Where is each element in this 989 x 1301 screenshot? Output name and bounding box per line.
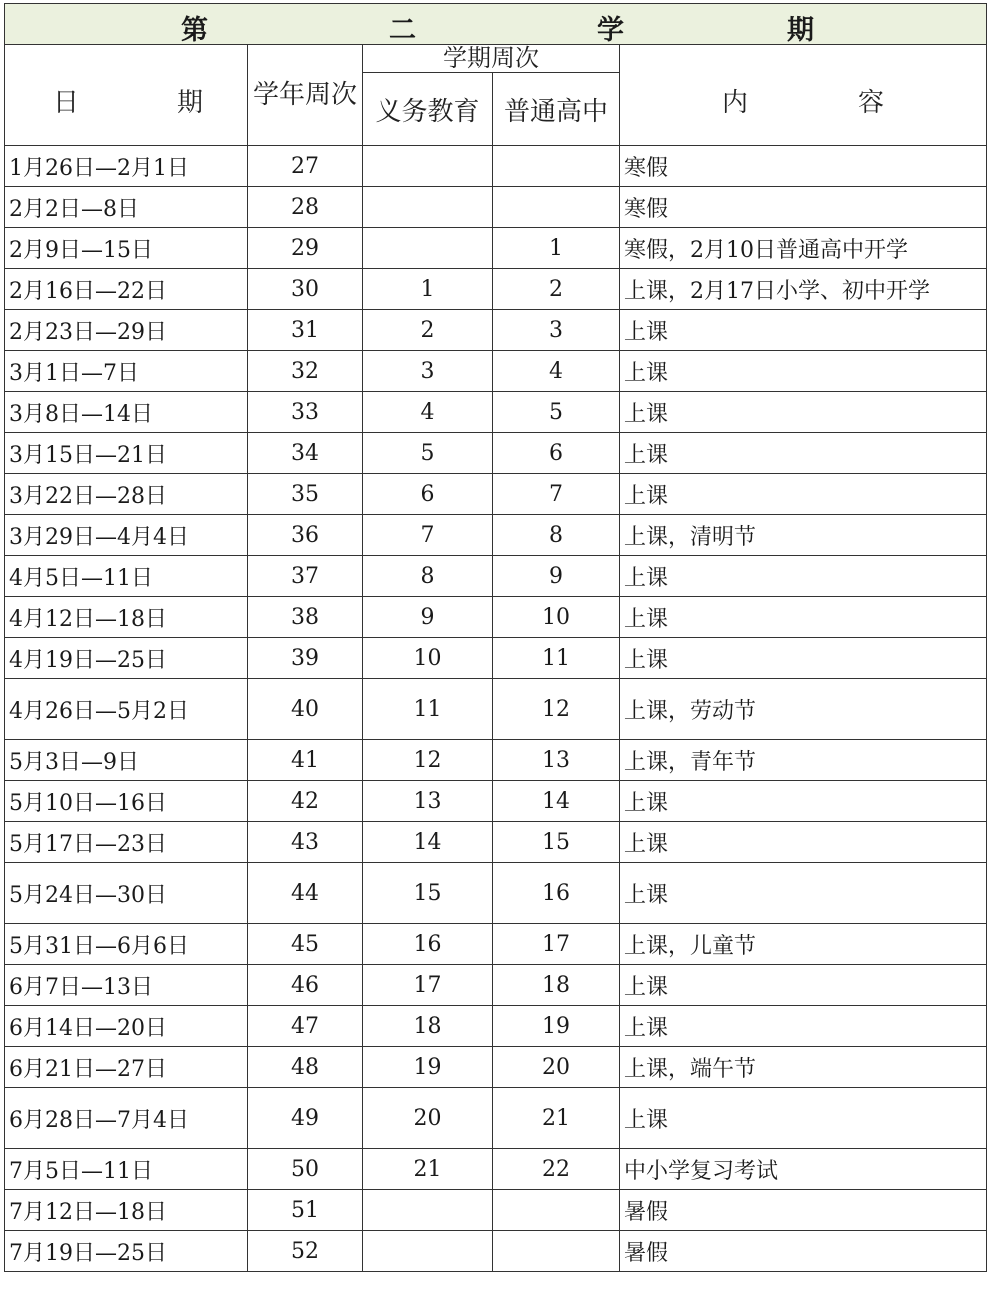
compulsory-week-cell: 11 xyxy=(363,679,493,740)
date-cell: 4月12日—18日 xyxy=(5,597,248,638)
date-cell: 5月24日—30日 xyxy=(5,863,248,924)
year-week-cell: 48 xyxy=(248,1047,363,1088)
date-cell: 5月31日—6月6日 xyxy=(5,924,248,965)
date-cell: 6月14日—20日 xyxy=(5,1006,248,1047)
table-row xyxy=(5,433,987,474)
content-cell: 上课 xyxy=(620,351,987,392)
table-row xyxy=(5,556,987,597)
year-week-cell: 45 xyxy=(248,924,363,965)
year-week-cell: 27 xyxy=(248,146,363,187)
highschool-week-cell: 15 xyxy=(493,822,620,863)
table-row xyxy=(5,515,987,556)
year-week-cell: 30 xyxy=(248,269,363,310)
content-cell: 上课 xyxy=(620,1006,987,1047)
year-week-cell: 43 xyxy=(248,822,363,863)
date-cell: 2月9日—15日 xyxy=(5,228,248,269)
compulsory-week-cell: 13 xyxy=(363,781,493,822)
compulsory-week-cell xyxy=(363,1231,493,1272)
date-cell: 3月1日—7日 xyxy=(5,351,248,392)
highschool-week-cell: 12 xyxy=(493,679,620,740)
table-row xyxy=(5,146,987,187)
table-row xyxy=(5,781,987,822)
table-row xyxy=(5,1047,987,1088)
table-row xyxy=(5,351,987,392)
date-cell: 2月16日—22日 xyxy=(5,269,248,310)
year-week-cell: 47 xyxy=(248,1006,363,1047)
date-cell: 3月8日—14日 xyxy=(5,392,248,433)
table-row xyxy=(5,863,987,924)
content-cell: 上课，清明节 xyxy=(620,515,987,556)
title-char-1: 第 xyxy=(181,15,208,45)
semester-title xyxy=(5,4,987,45)
year-week-cell: 35 xyxy=(248,474,363,515)
table-row xyxy=(5,1149,987,1190)
date-cell: 4月26日—5月2日 xyxy=(5,679,248,740)
content-cell: 上课 xyxy=(620,781,987,822)
compulsory-week-cell: 20 xyxy=(363,1088,493,1149)
title-char-3: 学 xyxy=(597,15,624,45)
year-week-cell: 34 xyxy=(248,433,363,474)
highschool-week-cell xyxy=(493,146,620,187)
content-cell: 暑假 xyxy=(620,1190,987,1231)
header-compulsory: 义务教育 xyxy=(363,73,493,146)
highschool-week-cell xyxy=(493,187,620,228)
header-date-char-1: 日 xyxy=(53,87,80,118)
header-highschool: 普通高中 xyxy=(493,73,620,146)
highschool-week-cell: 13 xyxy=(493,740,620,781)
year-week-cell: 40 xyxy=(248,679,363,740)
compulsory-week-cell: 10 xyxy=(363,638,493,679)
compulsory-week-cell: 6 xyxy=(363,474,493,515)
table-row xyxy=(5,310,987,351)
date-cell: 6月21日—27日 xyxy=(5,1047,248,1088)
highschool-week-cell: 3 xyxy=(493,310,620,351)
semester-calendar-table xyxy=(4,3,987,1272)
highschool-week-cell: 21 xyxy=(493,1088,620,1149)
compulsory-week-cell: 16 xyxy=(363,924,493,965)
compulsory-week-cell: 8 xyxy=(363,556,493,597)
date-cell: 6月7日—13日 xyxy=(5,965,248,1006)
highschool-week-cell: 16 xyxy=(493,863,620,924)
year-week-cell: 51 xyxy=(248,1190,363,1231)
compulsory-week-cell: 18 xyxy=(363,1006,493,1047)
content-cell: 上课 xyxy=(620,1088,987,1149)
table-row xyxy=(5,474,987,515)
highschool-week-cell: 11 xyxy=(493,638,620,679)
table-row xyxy=(5,679,987,740)
compulsory-week-cell xyxy=(363,146,493,187)
header-content xyxy=(620,45,987,146)
date-cell: 4月19日—25日 xyxy=(5,638,248,679)
header-content-char-2: 容 xyxy=(858,87,885,118)
highschool-week-cell: 20 xyxy=(493,1047,620,1088)
compulsory-week-cell: 14 xyxy=(363,822,493,863)
compulsory-week-cell: 7 xyxy=(363,515,493,556)
highschool-week-cell: 17 xyxy=(493,924,620,965)
content-cell: 暑假 xyxy=(620,1231,987,1272)
table-row xyxy=(5,1006,987,1047)
year-week-cell: 42 xyxy=(248,781,363,822)
table-row xyxy=(5,740,987,781)
table-row xyxy=(5,1088,987,1149)
date-cell: 1月26日—2月1日 xyxy=(5,146,248,187)
content-cell: 上课 xyxy=(620,638,987,679)
year-week-cell: 36 xyxy=(248,515,363,556)
highschool-week-cell: 2 xyxy=(493,269,620,310)
content-cell: 上课 xyxy=(620,556,987,597)
year-week-cell: 49 xyxy=(248,1088,363,1149)
content-cell: 上课 xyxy=(620,392,987,433)
content-cell: 寒假，2月10日普通高中开学 xyxy=(620,228,987,269)
highschool-week-cell: 1 xyxy=(493,228,620,269)
date-cell: 7月12日—18日 xyxy=(5,1190,248,1231)
header-term-week: 学期周次 xyxy=(363,45,620,73)
date-cell: 5月3日—9日 xyxy=(5,740,248,781)
compulsory-week-cell xyxy=(363,187,493,228)
table-row xyxy=(5,965,987,1006)
table-row xyxy=(5,822,987,863)
date-cell: 7月19日—25日 xyxy=(5,1231,248,1272)
highschool-week-cell: 4 xyxy=(493,351,620,392)
highschool-week-cell: 19 xyxy=(493,1006,620,1047)
title-char-4: 期 xyxy=(787,15,814,45)
content-cell: 中小学复习考试 xyxy=(620,1149,987,1190)
date-cell: 7月5日—11日 xyxy=(5,1149,248,1190)
content-cell: 上课 xyxy=(620,597,987,638)
date-cell: 3月22日—28日 xyxy=(5,474,248,515)
table-row xyxy=(5,187,987,228)
compulsory-week-cell: 21 xyxy=(363,1149,493,1190)
date-cell: 2月2日—8日 xyxy=(5,187,248,228)
table-row xyxy=(5,597,987,638)
highschool-week-cell: 10 xyxy=(493,597,620,638)
header-date-char-2: 期 xyxy=(177,87,204,118)
highschool-week-cell: 18 xyxy=(493,965,620,1006)
highschool-week-cell xyxy=(493,1190,620,1231)
highschool-week-cell xyxy=(493,1231,620,1272)
table-row xyxy=(5,392,987,433)
compulsory-week-cell: 5 xyxy=(363,433,493,474)
highschool-week-cell: 6 xyxy=(493,433,620,474)
date-cell: 3月15日—21日 xyxy=(5,433,248,474)
content-cell: 上课 xyxy=(620,822,987,863)
content-cell: 上课，青年节 xyxy=(620,740,987,781)
content-cell: 寒假 xyxy=(620,187,987,228)
content-cell: 上课 xyxy=(620,863,987,924)
year-week-cell: 29 xyxy=(248,228,363,269)
year-week-cell: 31 xyxy=(248,310,363,351)
compulsory-week-cell: 4 xyxy=(363,392,493,433)
date-cell: 3月29日—4月4日 xyxy=(5,515,248,556)
date-cell: 4月5日—11日 xyxy=(5,556,248,597)
compulsory-week-cell: 3 xyxy=(363,351,493,392)
compulsory-week-cell xyxy=(363,228,493,269)
year-week-cell: 33 xyxy=(248,392,363,433)
year-week-cell: 37 xyxy=(248,556,363,597)
table-row xyxy=(5,924,987,965)
year-week-cell: 28 xyxy=(248,187,363,228)
compulsory-week-cell: 17 xyxy=(363,965,493,1006)
header-year-week: 学年周次 xyxy=(248,45,363,146)
title-row xyxy=(5,4,987,45)
year-week-cell: 52 xyxy=(248,1231,363,1272)
year-week-cell: 32 xyxy=(248,351,363,392)
content-cell: 上课 xyxy=(620,433,987,474)
content-cell: 上课 xyxy=(620,965,987,1006)
compulsory-week-cell: 2 xyxy=(363,310,493,351)
content-cell: 上课 xyxy=(620,310,987,351)
compulsory-week-cell: 9 xyxy=(363,597,493,638)
header-content-char-1: 内 xyxy=(722,87,749,118)
compulsory-week-cell: 1 xyxy=(363,269,493,310)
highschool-week-cell: 8 xyxy=(493,515,620,556)
table-row xyxy=(5,269,987,310)
compulsory-week-cell: 12 xyxy=(363,740,493,781)
year-week-cell: 41 xyxy=(248,740,363,781)
content-cell: 上课，劳动节 xyxy=(620,679,987,740)
content-cell: 上课，儿童节 xyxy=(620,924,987,965)
table-row xyxy=(5,1190,987,1231)
year-week-cell: 38 xyxy=(248,597,363,638)
highschool-week-cell: 5 xyxy=(493,392,620,433)
highschool-week-cell: 7 xyxy=(493,474,620,515)
compulsory-week-cell: 19 xyxy=(363,1047,493,1088)
compulsory-week-cell: 15 xyxy=(363,863,493,924)
header-row-1 xyxy=(5,45,987,73)
date-cell: 5月17日—23日 xyxy=(5,822,248,863)
content-cell: 寒假 xyxy=(620,146,987,187)
compulsory-week-cell xyxy=(363,1190,493,1231)
table-row xyxy=(5,638,987,679)
highschool-week-cell: 14 xyxy=(493,781,620,822)
header-date xyxy=(5,45,248,146)
content-cell: 上课，2月17日小学、初中开学 xyxy=(620,269,987,310)
year-week-cell: 44 xyxy=(248,863,363,924)
year-week-cell: 39 xyxy=(248,638,363,679)
date-cell: 2月23日—29日 xyxy=(5,310,248,351)
content-cell: 上课，端午节 xyxy=(620,1047,987,1088)
date-cell: 5月10日—16日 xyxy=(5,781,248,822)
content-cell: 上课 xyxy=(620,474,987,515)
highschool-week-cell: 9 xyxy=(493,556,620,597)
year-week-cell: 46 xyxy=(248,965,363,1006)
date-cell: 6月28日—7月4日 xyxy=(5,1088,248,1149)
table-row xyxy=(5,228,987,269)
title-char-2: 二 xyxy=(389,15,416,45)
highschool-week-cell: 22 xyxy=(493,1149,620,1190)
table-row xyxy=(5,1231,987,1272)
year-week-cell: 50 xyxy=(248,1149,363,1190)
